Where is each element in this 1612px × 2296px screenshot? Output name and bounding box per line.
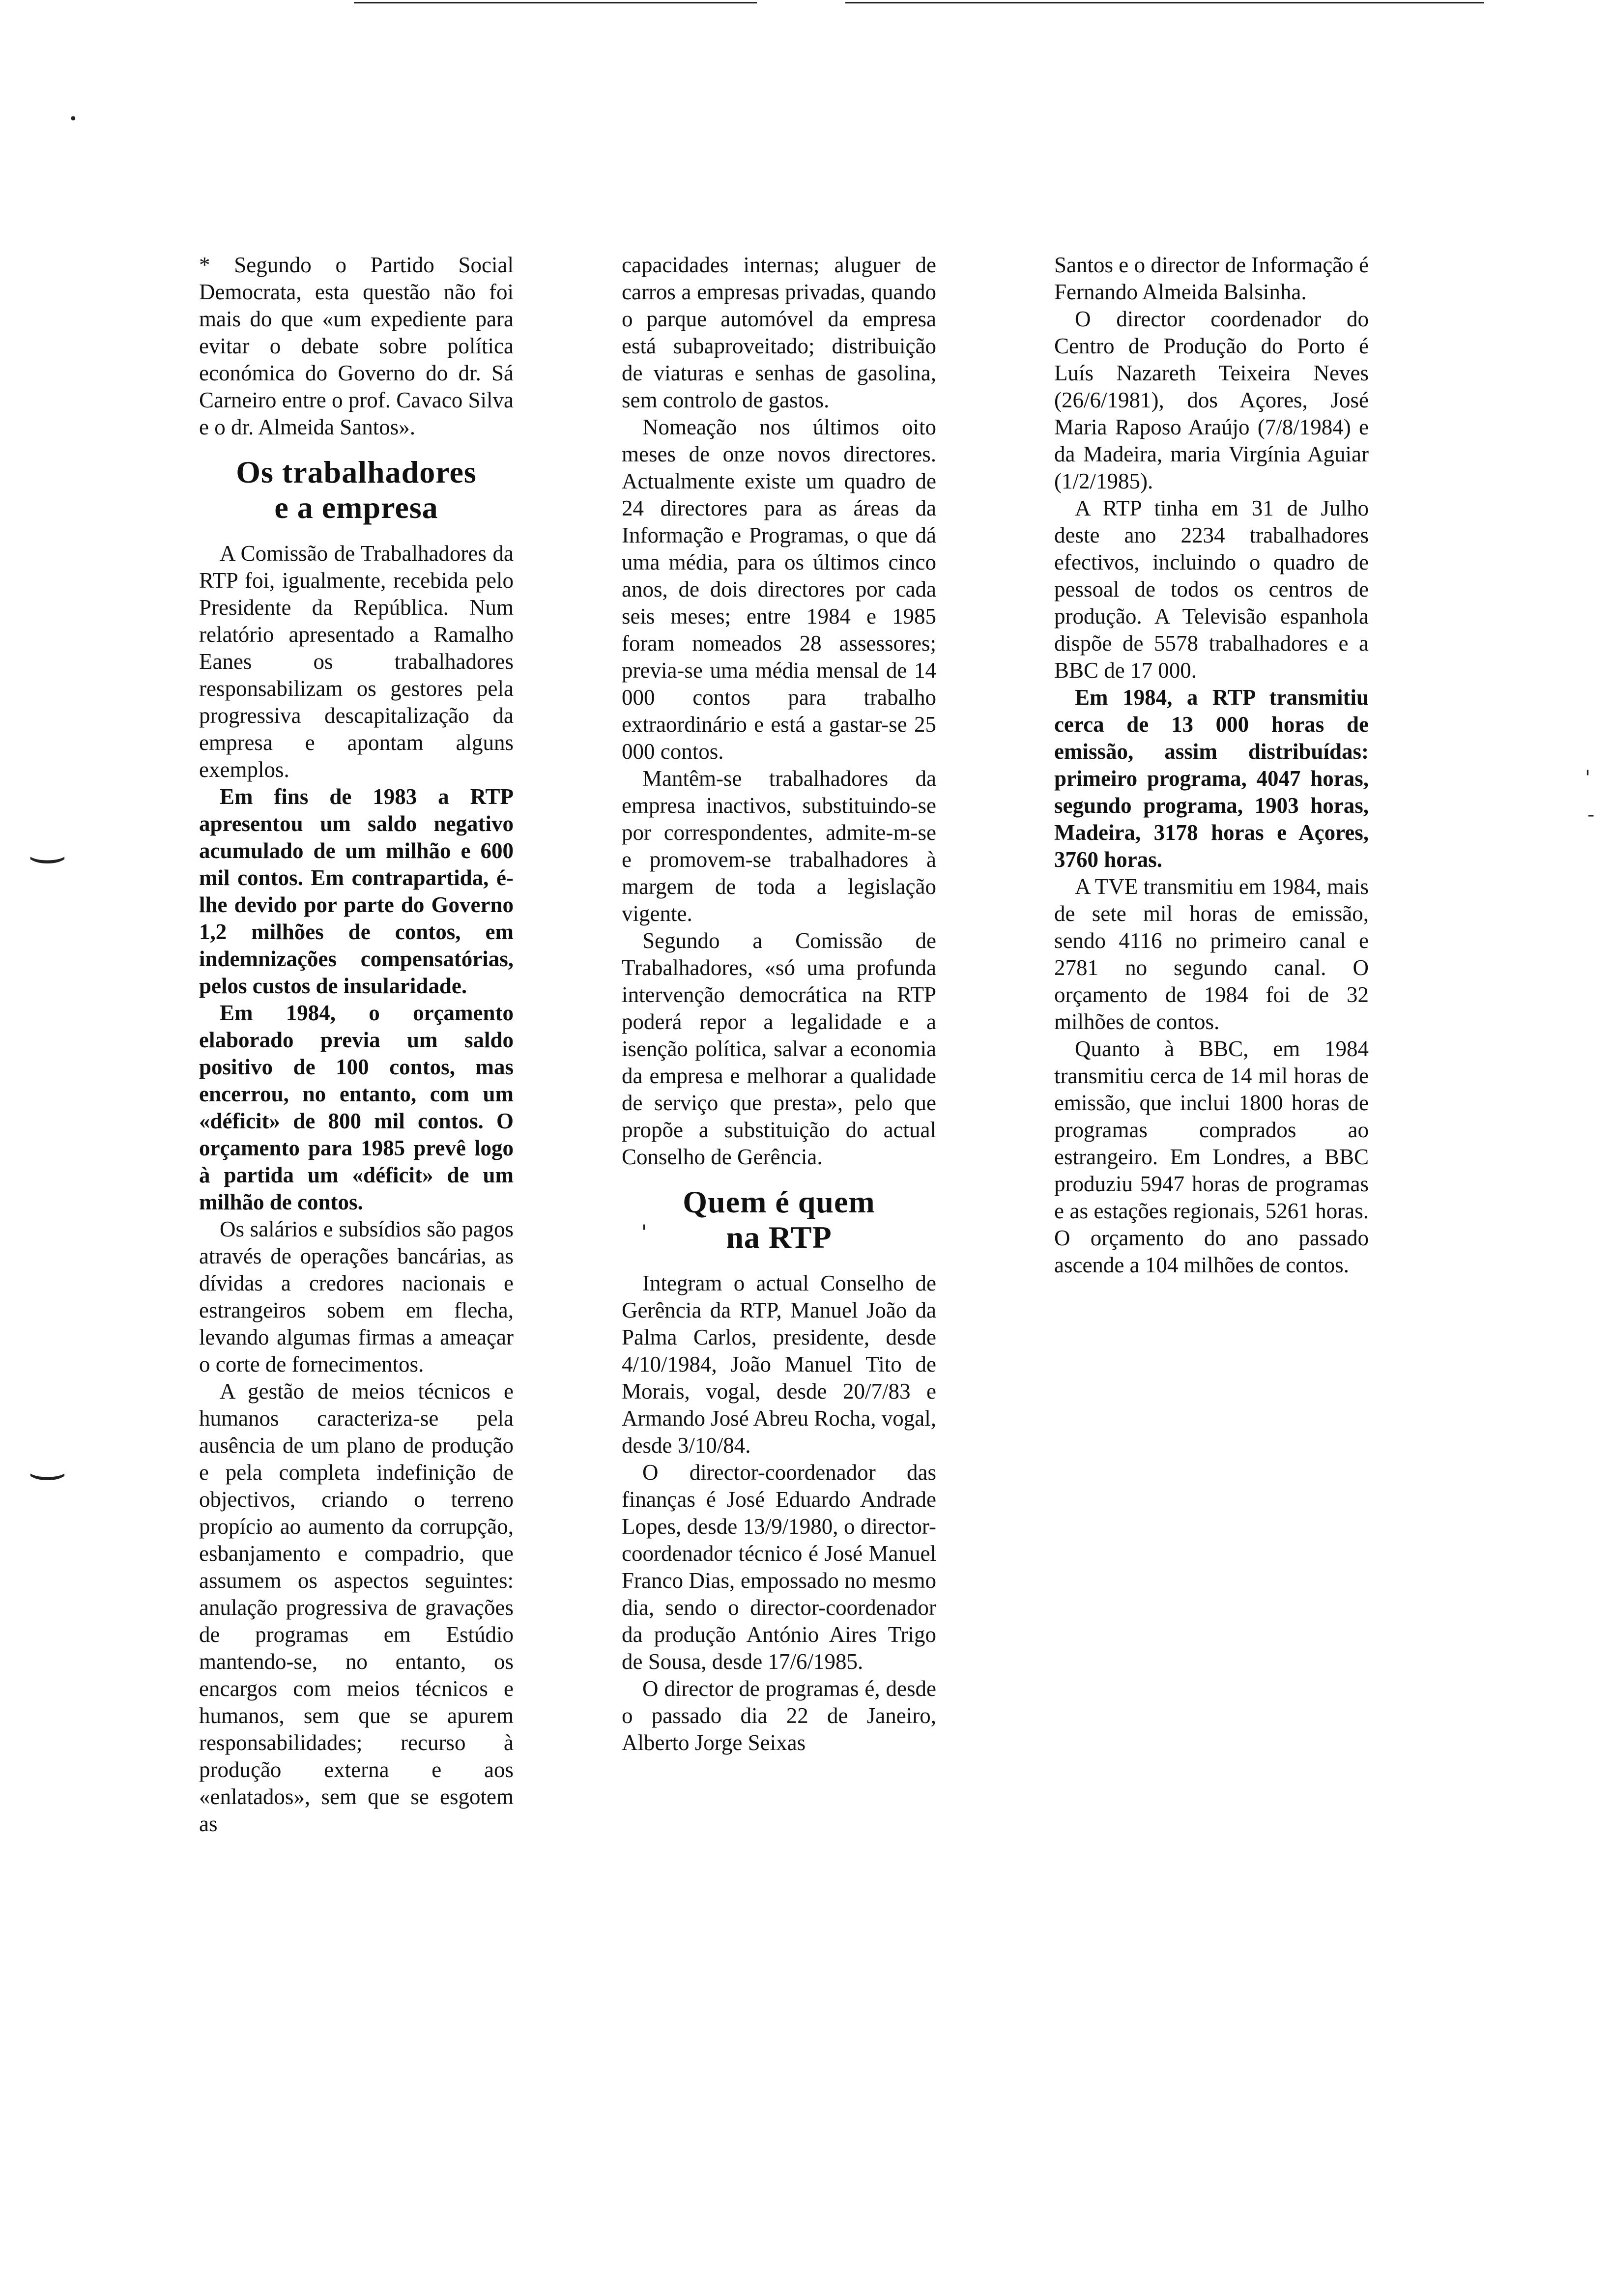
left-margin-curve-mark: ⌣ (27, 833, 68, 879)
article-paragraph: Quanto à BBC, em 1984 transmitiu cerca de 14 mil horas de emissão, que inclui 1800 horas de programas comprados ao estrangeiro. Em Londres, a BBC produziu 5947 horas de programas e as estações regionais, 5261 horas. O orçamento do ano passado ascende a 104 milhões de contos. (1054, 1036, 1369, 1277)
article-column-2 (622, 252, 936, 1756)
section-heading-line: e a empresa (274, 490, 438, 525)
article-paragraph: O director coordenador do Centro de Produção do Porto é Luís Nazareth Teixeira Neves (26/6/1981), dos Açores, José Maria Raposo Araújo (7/8/1984) e da Madeira, maria Virgínia Aguiar (1/2/1985). (1054, 307, 1369, 493)
article-paragraph: Santos e o director de Informação é Fernando Almeida Balsinha. (1054, 253, 1369, 304)
article-column-1 (199, 252, 514, 1837)
article-paragraph: capacidades internas; aluguer de carros a empresas privadas, quando o parque automóvel da empresa está subaproveitado; distribuição de viaturas e senhas de gasolina, sem controlo de gastos. (622, 253, 936, 412)
article-paragraph: A gestão de meios técnicos e humanos caracteriza-se pela ausência de um plano de produção e pela completa indefinição de objectivos, criando o terreno propício ao aumento da corrupção, esbanjamento e compadrio, que assumem os aspectos seguintes: anulação progressiva de gravações de programas em Estúdio mantendo-se, no entanto, os encargos com meios técnicos e humanos, sem que se apurem responsabilidades; recurso à produção externa e aos «enlatados», sem que se esgotem as (199, 1379, 514, 1836)
article-paragraph: Integram o actual Conselho de Gerência da RTP, Manuel João da Palma Carlos, presidente, desde 4/10/1984, João Manuel Tito de Morais, vogal, desde 20/7/83 e Armando José Abreu Rocha, vogal, desde 3/10/84. (622, 1271, 936, 1458)
article-paragraph: Os salários e subsídios são pagos através de operações bancárias, as dívidas a credores nacionais e estrangeiros sobem em flecha, levando algumas firmas a ameaçar o corte de fornecimentos. (199, 1217, 514, 1377)
right-margin-tick-mark: - (1587, 804, 1595, 826)
section-heading-line: na RTP (726, 1220, 832, 1255)
article-paragraph: Em 1984, o orçamento elaborado previa um saldo positivo de 100 contos, mas encerrou, no entanto, com um «déficit» de 800 mil contos. O orçamento para 1985 prevê logo à partida um «déficit» de um milhão de contos. (199, 1001, 514, 1214)
article-paragraph: A TVE transmitiu em 1984, mais de sete mil horas de emissão, sendo 4116 no primeiro canal e 2781 no segundo canal. O orçamento de 1984 foi de 32 milhões de contos. (1054, 874, 1369, 1034)
article-paragraph: Em 1984, a RTP transmitiu cerca de 13 000 horas de emissão, assim distribuídas: primeiro programa, 4047 horas, segundo programa, 1903 horas, Madeira, 3178 horas e Açores, 3760 horas. (1054, 685, 1369, 872)
left-margin-curve-mark: ⌣ (27, 1450, 68, 1495)
section-heading (622, 1184, 936, 1255)
top-rule-right (845, 2, 1484, 3)
article-paragraph: * Segundo o Partido Social Democrata, esta questão não foi mais do que «um expediente para evitar o debate sobre política económica do Governo do dr. Sá Carneiro entre o prof. Cavaco Silva e o dr. Almeida Santos». (199, 253, 514, 439)
article-paragraph: A RTP tinha em 31 de Julho deste ano 2234 trabalhadores efectivos, incluindo o quadro de pessoal de todos os centros de produção. A Televisão espanhola dispõe de 5578 trabalhadores e a BBC de 17 000. (1054, 496, 1369, 683)
article-column-3 (1054, 252, 1369, 1279)
article-paragraph: Segundo a Comissão de Trabalhadores, «só uma profunda intervenção democrática na RTP poderá repor a legalidade e a isenção política, salvar a economia da empresa e melhorar a qualidade de serviço que presta», pelo que propõe a substituição do actual Conselho de Gerência. (622, 928, 936, 1169)
stray-tick-mark: ' (641, 1221, 647, 1244)
stray-dot-mark: • (69, 111, 78, 128)
top-rule-left (354, 2, 757, 3)
article-paragraph: Mantêm-se trabalhadores da empresa inactivos, substituindo-se por correspondentes, admite-m-se e promovem-se trabalhadores à margem de toda a legislação vigente. (622, 766, 936, 926)
article-paragraph: O director-coordenador das finanças é José Eduardo Andrade Lopes, desde 13/9/1980, o director-coordenador técnico é José Manuel Franco Dias, empossado no mesmo dia, sendo o director-coordenador da produção António Aires Trigo de Sousa, desde 17/6/1985. (622, 1460, 936, 1674)
right-margin-tick-mark: ' (1585, 767, 1590, 789)
article-paragraph: O director de programas é, desde o passado dia 22 de Janeiro, Alberto Jorge Seixas (622, 1676, 936, 1755)
section-heading (199, 455, 514, 525)
article-paragraph: Em fins de 1983 a RTP apresentou um saldo negativo acumulado de um milhão e 600 mil contos. Em contrapartida, é-lhe devido por parte do Governo 1,2 milhões de contos, em indemnizações compensatórias, pelos custos de insularidade. (199, 784, 514, 998)
article-paragraph: Nomeação nos últimos oito meses de onze novos directores. Actualmente existe um quadro de 24 directores para as áreas da Informação e Programas, o que dá uma média, para os últimos cinco anos, de dois directores por cada seis meses; entre 1984 e 1985 foram nomeados 28 assessores; previa-se uma média mensal de 14 000 contos para trabalho extraordinário e está a gastar-se 25 000 contos. (622, 415, 936, 764)
section-heading-line: Os trabalhadores (236, 455, 477, 489)
article-paragraph: A Comissão de Trabalhadores da RTP foi, igualmente, recebida pelo Presidente da República. Num relatório apresentado a Ramalho Eanes os trabalhadores responsabilizam os gestores pela progressiva descapitalização da empresa e apontam alguns exemplos. (199, 541, 514, 782)
section-heading-line: Quem é quem (683, 1184, 875, 1219)
